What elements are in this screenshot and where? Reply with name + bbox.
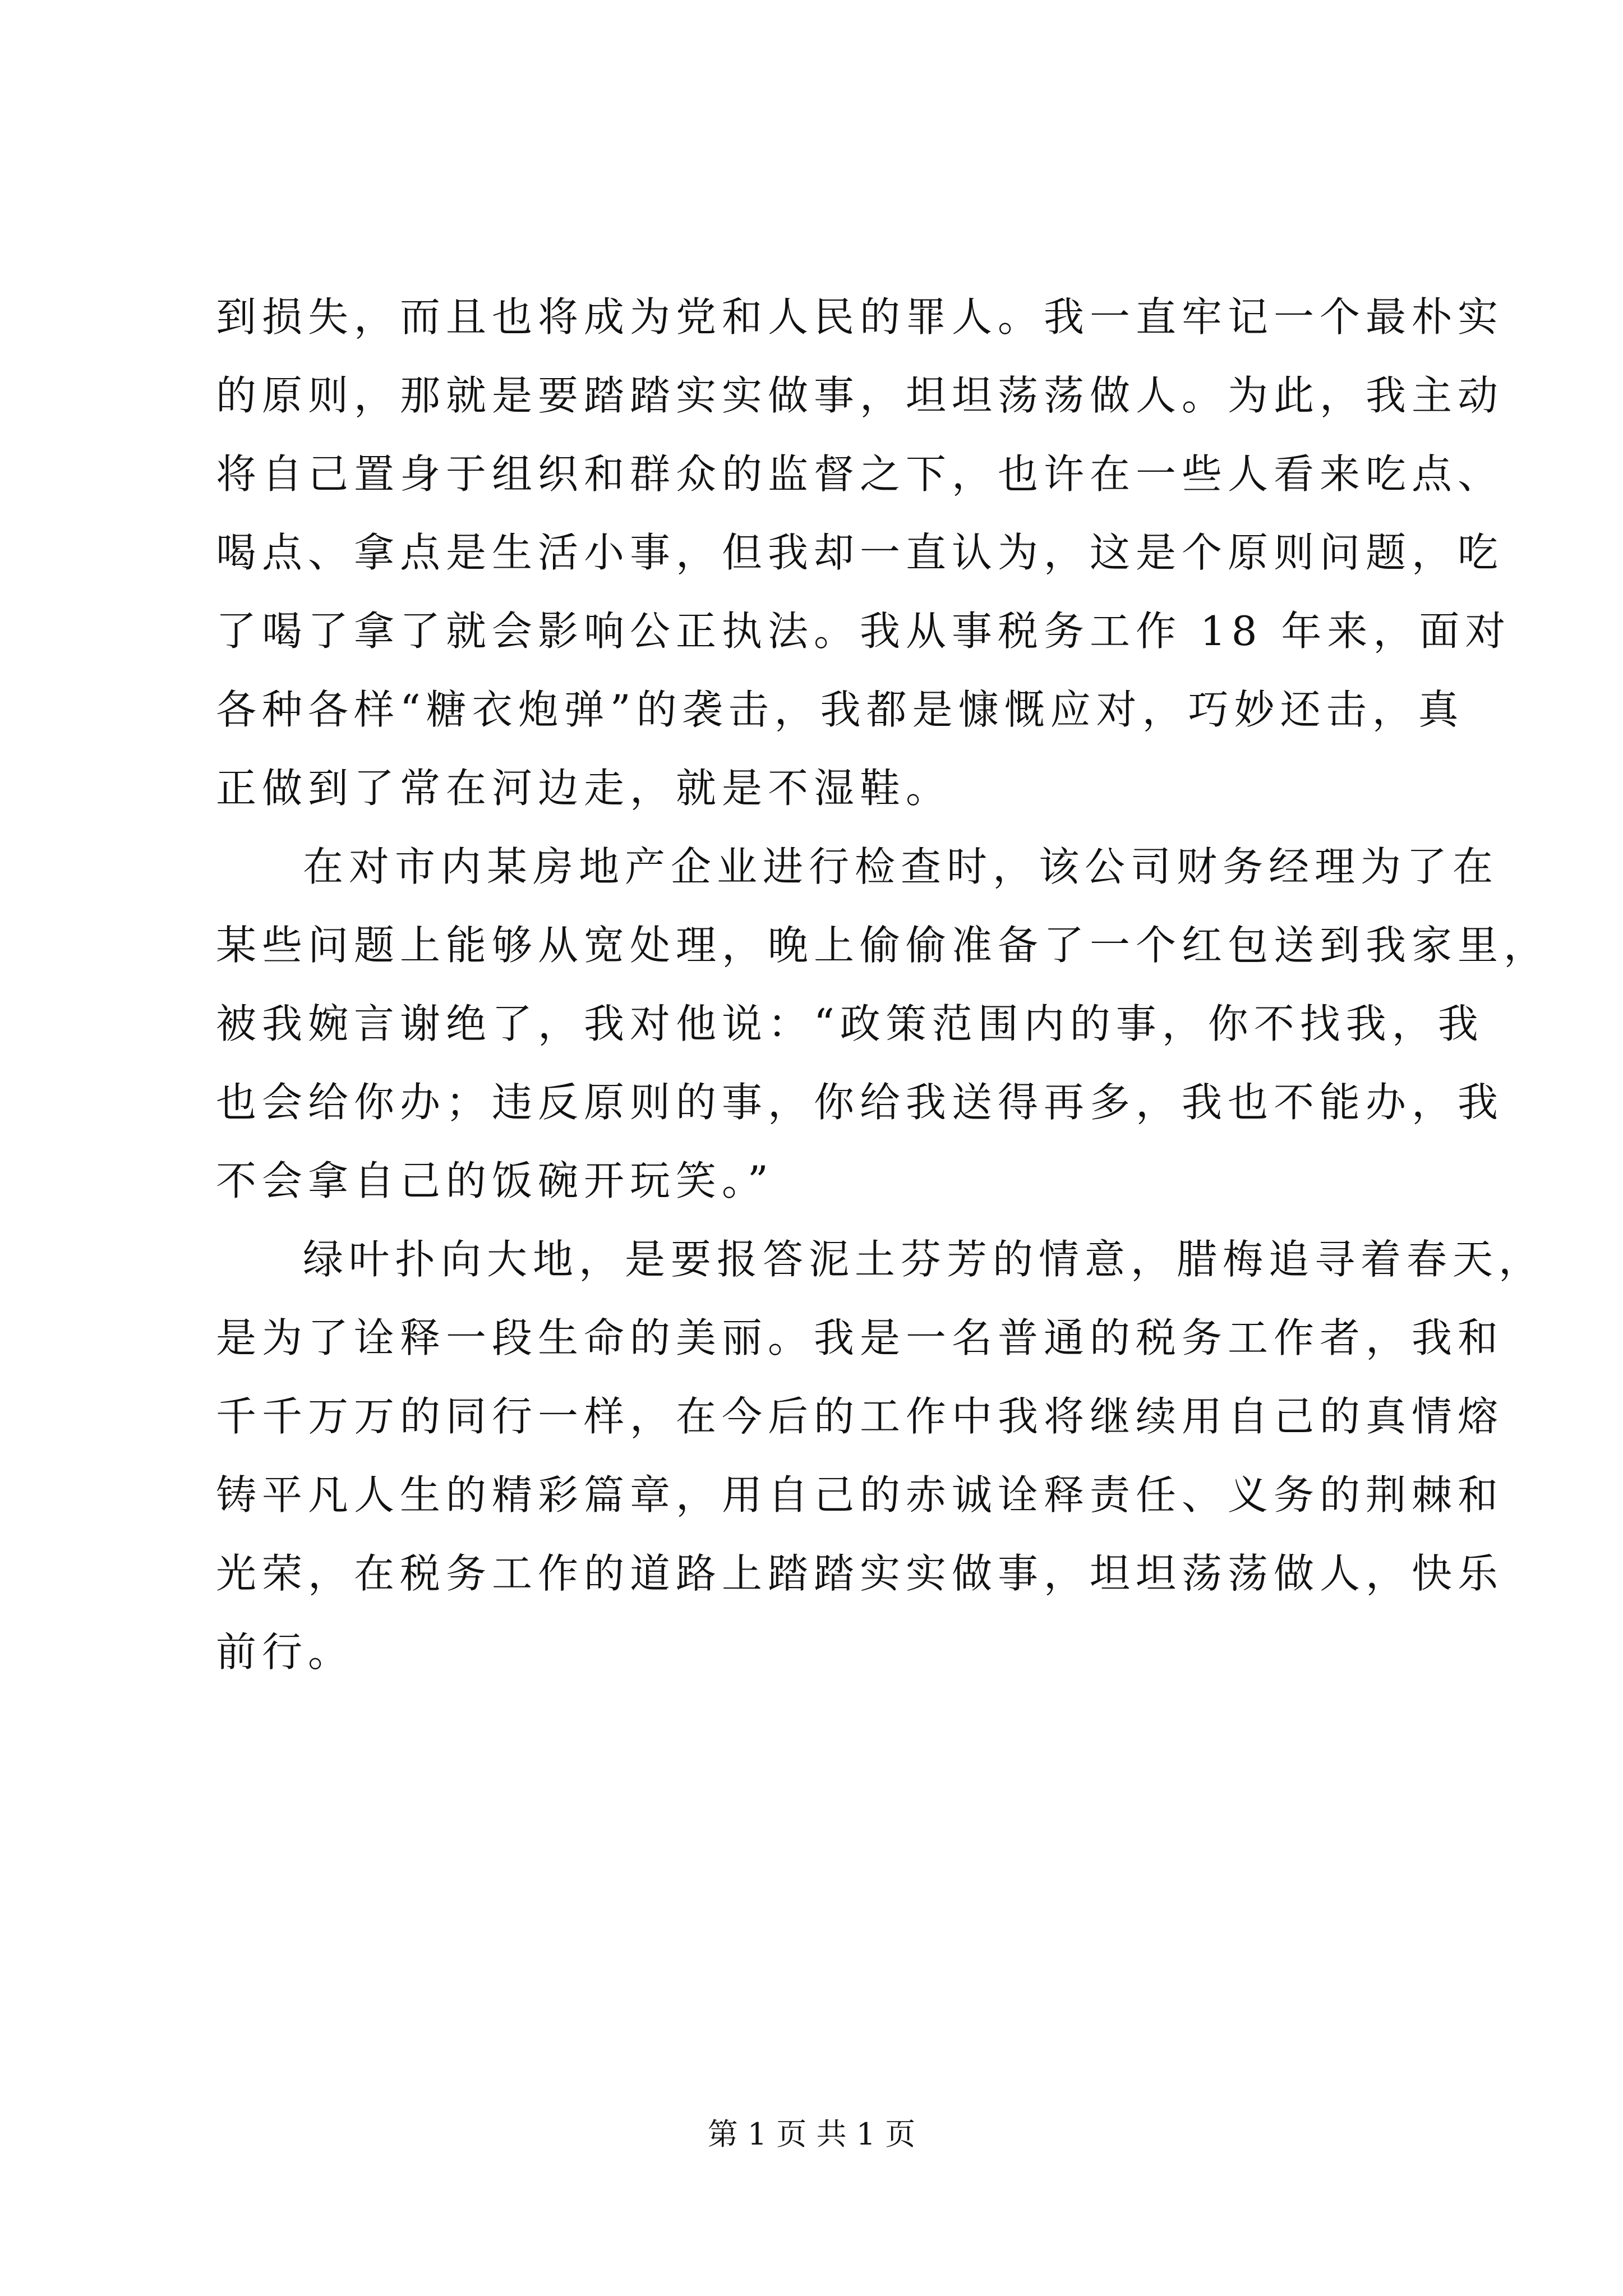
text-line-3: 将自己置身于组织和群众的监督之下，也许在一些人看来吃点、	[216, 450, 1504, 498]
text-line-1: 到损失，而且也将成为党和人民的罪人。我一直牢记一个最朴实	[216, 293, 1504, 341]
text-line-15: 千千万万的同行一样，在今后的工作中我将继续用自己的真情熔	[216, 1393, 1504, 1440]
text-line-16: 铸平凡人生的精彩篇章，用自己的赤诚诠释责任、义务的荆棘和	[216, 1471, 1504, 1519]
text-line-7: 正做到了常在河边走，就是不湿鞋。	[216, 765, 952, 812]
text-line-18: 前行。	[216, 1628, 354, 1676]
text-line-14: 是为了诠释一段生命的美丽。我是一名普通的税务工作者，我和	[216, 1314, 1504, 1361]
text-line-8: 在对市内某房地产企业进行检查时，该公司财务经理为了在	[303, 843, 1499, 890]
text-line-6: 各种各样“糖衣炮弹”的袭击，我都是慷慨应对，巧妙还击，真	[216, 686, 1464, 733]
text-line-12: 不会拿自己的饭碗开玩笑。”	[216, 1157, 774, 1204]
text-line-17: 光荣，在税务工作的道路上踏踏实实做事，坦坦荡荡做人，快乐	[216, 1550, 1504, 1597]
page-footer: 第 1 页 共 1 页	[707, 2116, 916, 2152]
text-line-2: 的原则，那就是要踏踏实实做事，坦坦荡荡做人。为此，我主动	[216, 372, 1504, 419]
text-line-10: 被我婉言谢绝了，我对他说：“政策范围内的事，你不找我，我	[216, 1000, 1484, 1047]
text-line-11: 也会给你办；违反原则的事，你给我送得再多，我也不能办，我	[216, 1079, 1504, 1126]
text-line-5: 了喝了拿了就会影响公正执法。我从事税务工作 18 年来，面对	[216, 608, 1511, 655]
text-line-9: 某些问题上能够从宽处理，晚上偷偷准备了一个红包送到我家里，	[216, 922, 1550, 969]
text-line-13: 绿叶扑向大地，是要报答泥土芬芳的情意，腊梅追寻着春天，	[303, 1236, 1545, 1283]
text-line-4: 喝点、拿点是生活小事，但我却一直认为，这是个原则问题，吃	[216, 529, 1504, 576]
